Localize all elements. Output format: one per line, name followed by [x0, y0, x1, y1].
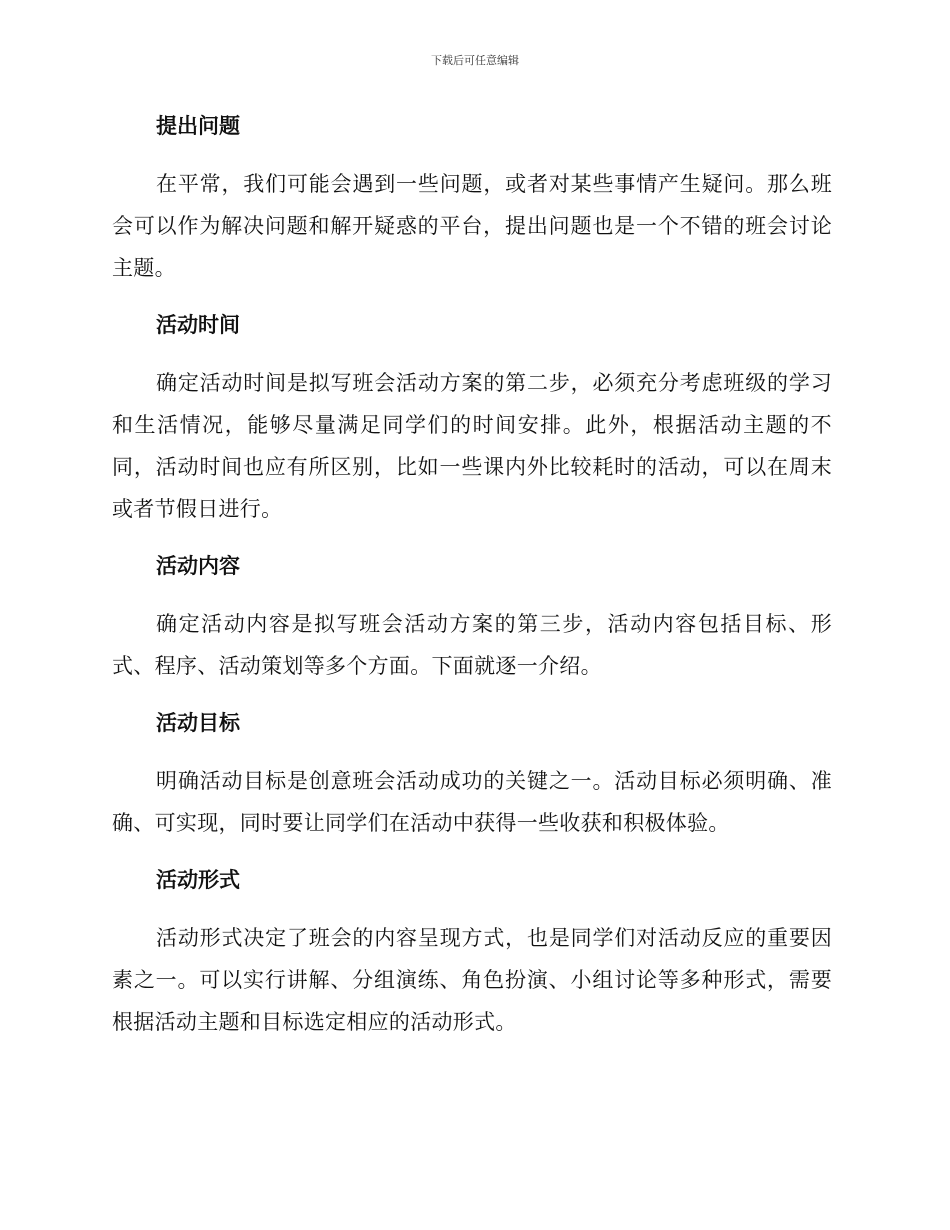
section-heading: 活动目标 — [156, 711, 240, 735]
section-paragraph: 在平常，我们可能会遇到一些问题，或者对某些事情产生疑问。那么班会可以作为解决问题和解开疑惑的平台，提出问题也是一个不错的班会讨论主题。 — [112, 172, 832, 280]
section-paragraph: 确定活动内容是拟写班会活动方案的第三步，活动内容包括目标、形式、程序、活动策划等多个方面。下面就逐一介绍。 — [112, 612, 832, 678]
page-header-note: 下载后可任意编辑 — [431, 54, 519, 67]
section-activity-content — [112, 548, 832, 687]
section-paragraph: 活动形式决定了班会的内容呈现方式，也是同学们对活动反应的重要因素之一。可以实行讲解、分组演练、角色扮演、小组讨论等多种形式，需要根据活动主题和目标选定相应的活动形式。 — [112, 926, 832, 1034]
section-activity-format — [112, 862, 832, 1043]
section-heading: 提出问题 — [156, 114, 240, 138]
section-paragraph: 确定活动时间是拟写班会活动方案的第二步，必须充分考虑班级的学习和生活情况，能够尽量满足同学们的时间安排。此外，根据活动主题的不同，活动时间也应有所区别，比如一些课内外比较耗时的活动，可以在周末或者节假日进行。 — [112, 371, 832, 521]
section-activity-time — [112, 307, 832, 530]
document-body — [112, 108, 832, 1061]
section-ask-questions — [112, 108, 832, 289]
section-heading: 活动形式 — [156, 868, 240, 892]
section-activity-goal — [112, 705, 832, 844]
section-heading: 活动内容 — [156, 554, 240, 578]
section-paragraph: 明确活动目标是创意班会活动成功的关键之一。活动目标必须明确、准确、可实现，同时要让同学们在活动中获得一些收获和积极体验。 — [112, 769, 832, 835]
section-heading: 活动时间 — [156, 313, 240, 337]
